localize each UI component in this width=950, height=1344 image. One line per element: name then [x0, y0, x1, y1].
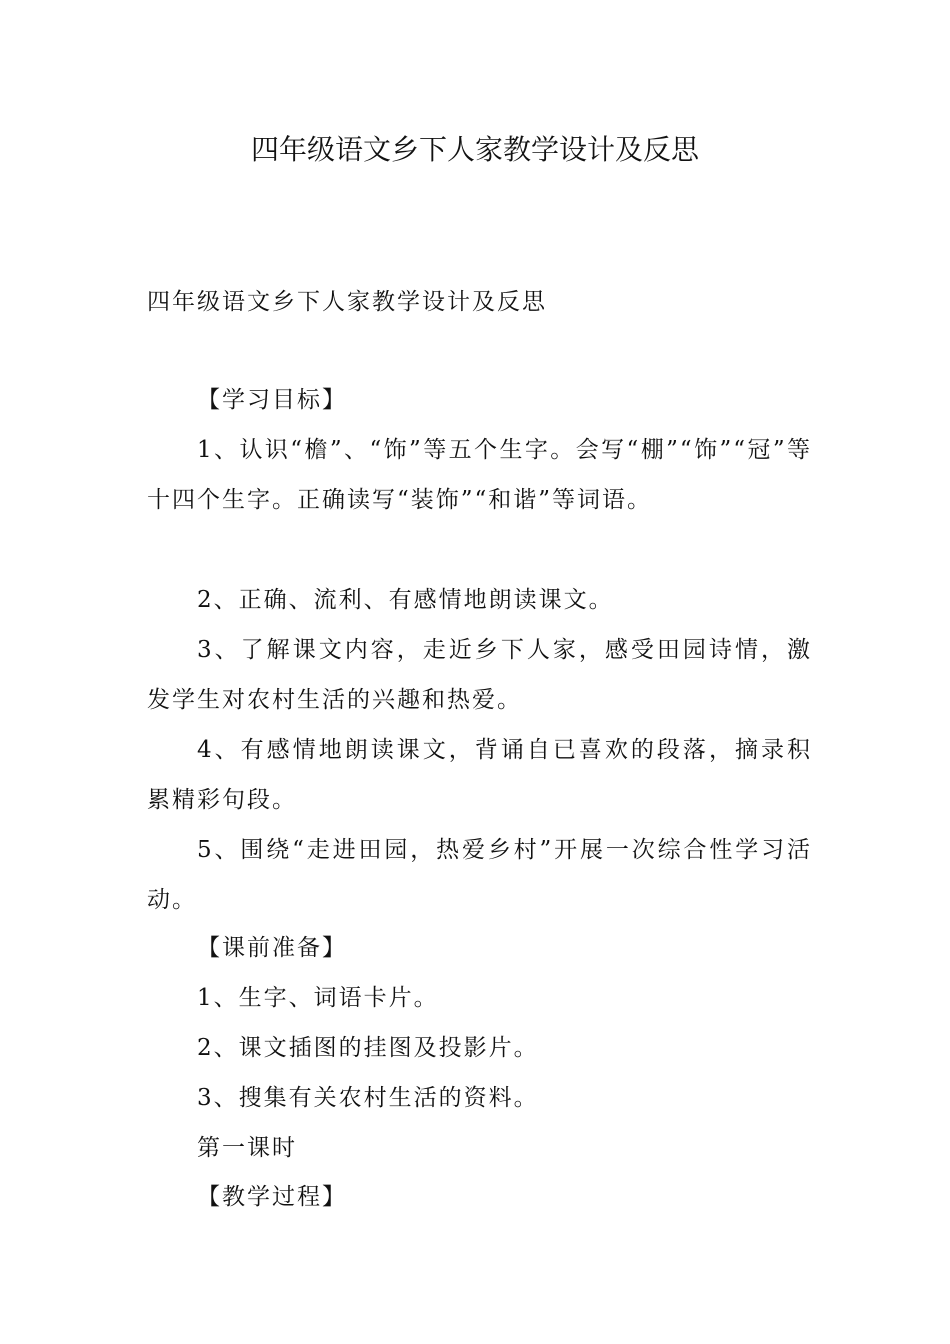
objective-item-1: 1、认识“檐”、“饰”等五个生字。会写“棚”“饰”“冠”等十四个生字。正确读写“装饰”“和谐”等词语。 [147, 437, 812, 513]
preparation-item-1: 1、生字、词语卡片。 [197, 985, 439, 1011]
preparation-item-3: 3、搜集有关农村生活的资料。 [197, 1085, 539, 1111]
objective-item-2: 2、正确、流利、有感情地朗读课文。 [197, 587, 614, 613]
document-subtitle: 四年级语文乡下人家教学设计及反思 [147, 289, 547, 315]
objective-item-4: 4、有感情地朗读课文，背诵自已喜欢的段落，摘录积累精彩句段。 [147, 737, 812, 813]
objective-item-3: 3、了解课文内容，走近乡下人家，感受田园诗情，激发学生对农村生活的兴趣和热爱。 [147, 637, 812, 713]
preparation-item-2: 2、课文插图的挂图及投影片。 [197, 1035, 539, 1061]
objective-item-5: 5、围绕“走进田园，热爱乡村”开展一次综合性学习活动。 [147, 837, 812, 913]
objectives-heading: 【学习目标】 [197, 387, 347, 413]
preparation-heading: 【课前准备】 [197, 935, 347, 961]
document-title: 四年级语文乡下人家教学设计及反思 [250, 133, 699, 166]
lesson-label: 第一课时 [197, 1135, 297, 1161]
process-heading: 【教学过程】 [197, 1184, 347, 1210]
